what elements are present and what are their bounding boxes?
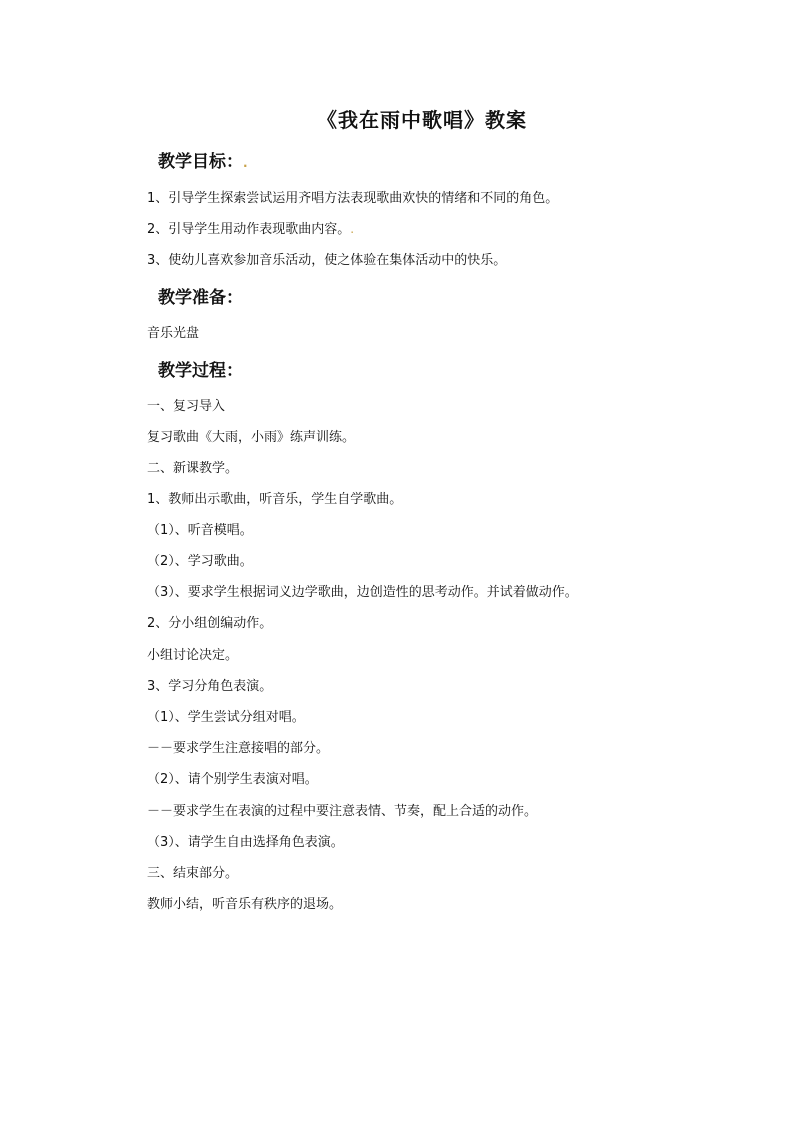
process-line: （3）、请学生自由选择角色表演。 xyxy=(147,835,344,850)
goal-item-3: 3、使幼儿喜欢参加音乐活动，使之体验在集体活动中的快乐。 xyxy=(147,253,507,268)
process-line: （1）、学生尝试分组对唱。 xyxy=(147,710,305,725)
process-line: －－要求学生在表演的过程中要注意表情、节奏，配上合适的动作。 xyxy=(147,804,538,819)
marker-dot: . xyxy=(350,222,355,236)
goal-item-1: 1、引导学生探索尝试运用齐唱方法表现歌曲欢快的情绪和不同的角色。 xyxy=(147,191,559,206)
process-line: （3）、要求学生根据词义边学歌曲，边创造性的思考动作。并试着做动作。 xyxy=(147,585,578,600)
process-line: 小组讨论决定。 xyxy=(147,648,239,663)
process-line: （2）、请个别学生表演对唱。 xyxy=(147,772,318,787)
process-line: 1、教师出示歌曲，听音乐，学生自学歌曲。 xyxy=(147,492,403,507)
process-line: 一、复习导入 xyxy=(147,399,226,414)
process-line: 复习歌曲《大雨，小雨》练声训练。 xyxy=(147,430,356,445)
prep-heading: 教学准备： xyxy=(158,288,243,308)
prep-item: 音乐光盘 xyxy=(147,326,200,341)
goal-item-2: 2、引导学生用动作表现歌曲内容。. xyxy=(147,222,355,237)
process-line: －－要求学生注意接唱的部分。 xyxy=(147,741,330,756)
document-title: 《我在雨中歌唱》教案 xyxy=(317,108,527,132)
process-line: 教师小结，听音乐有秩序的退场。 xyxy=(147,897,343,912)
process-heading: 教学过程： xyxy=(158,361,243,381)
process-line: （2）、学习歌曲。 xyxy=(147,554,253,569)
goals-heading: 教学目标：. xyxy=(158,152,248,172)
process-line: 二、新课教学。 xyxy=(147,461,239,476)
marker-dot: . xyxy=(243,156,248,170)
process-line: 3、学习分角色表演。 xyxy=(147,679,273,694)
process-line: 2、分小组创编动作。 xyxy=(147,616,273,631)
process-line: （1）、听音模唱。 xyxy=(147,523,253,538)
process-line: 三、结束部分。 xyxy=(147,866,239,881)
